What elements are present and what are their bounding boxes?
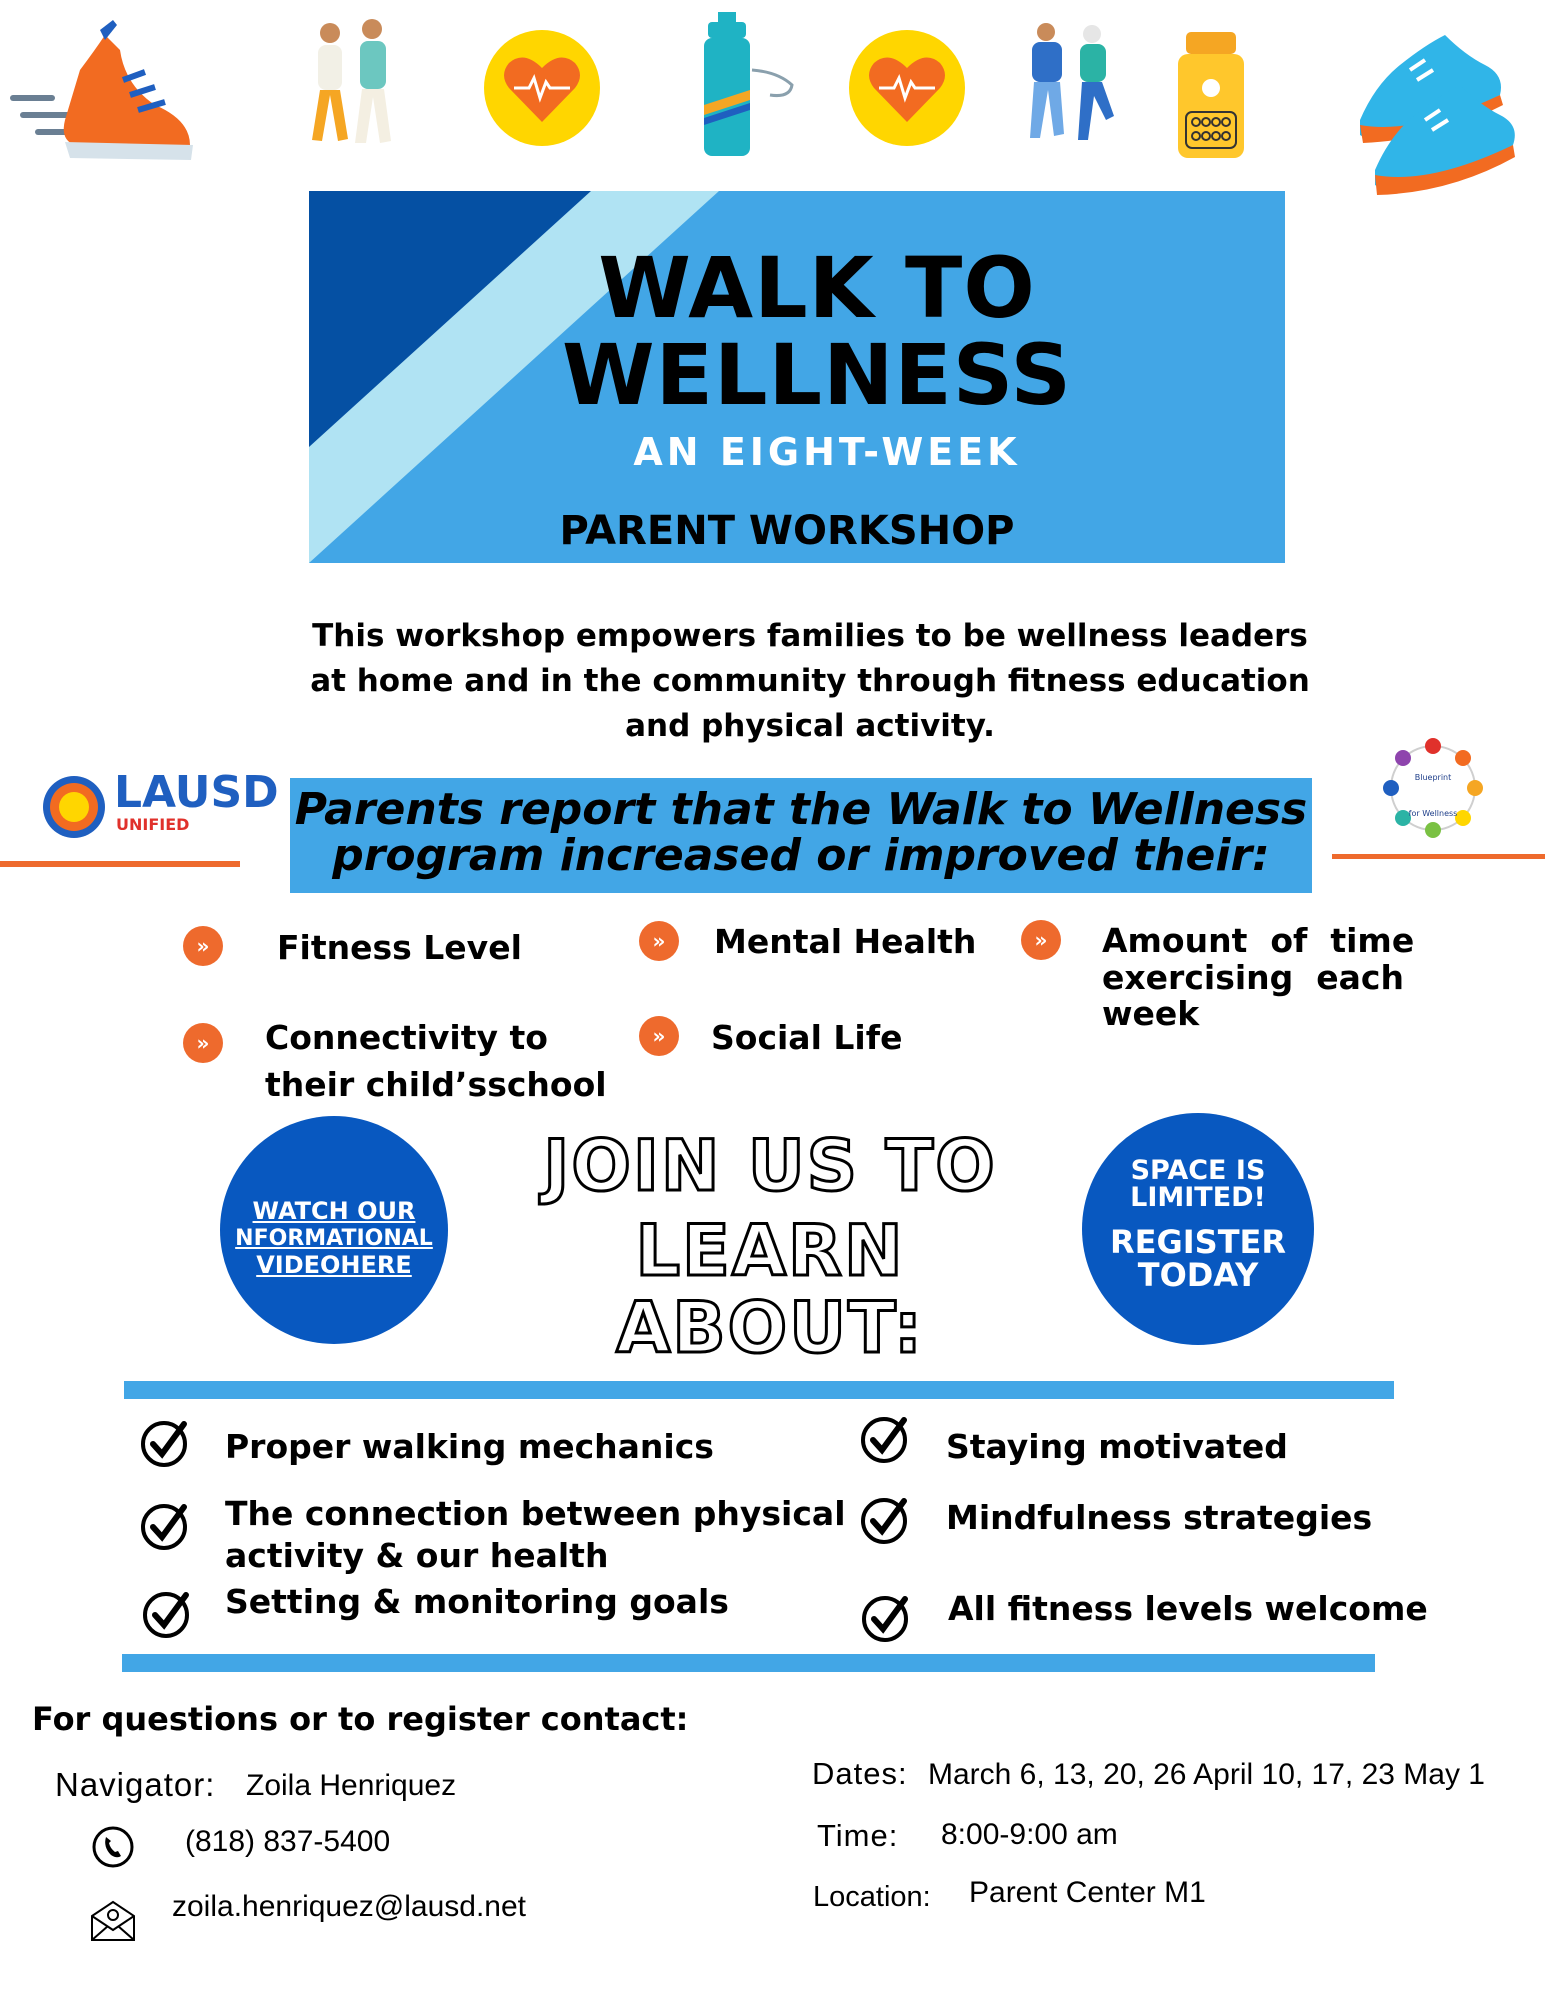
location-label: Location: [813, 1881, 931, 1913]
checkmark-circle-icon [860, 1414, 910, 1464]
running-shoe-icon [5, 10, 195, 160]
blueprint-line2: for Wellness [1408, 809, 1458, 818]
dates-value: March 6, 13, 20, 26 April 10, 17, 23 May 1 [928, 1758, 1485, 1791]
improvement-mental: Mental Health [714, 922, 977, 961]
topic-motivated: Staying motivated [946, 1427, 1288, 1466]
topic-connection-line1: The connection between physical [225, 1494, 846, 1533]
heart-pulse-icon [484, 30, 600, 146]
register-line3: REGISTER [1109, 1223, 1287, 1261]
report-banner [290, 778, 1312, 893]
water-bottle-icon [700, 10, 800, 160]
orange-rule-left [0, 861, 240, 867]
improvement-time-line2: exercising each [1102, 958, 1404, 997]
checkmark-circle-icon [142, 1589, 192, 1639]
watch-video-line1: WATCH OUR [252, 1197, 416, 1225]
watch-video-line2: NFORMATIONAL [235, 1226, 433, 1251]
title-line1: WALK TO [598, 239, 1036, 337]
join-line2: LEARN ABOUT: [616, 1210, 924, 1369]
sneakers-icon [1355, 25, 1515, 200]
improvement-connect-line1: Connectivity to [265, 1018, 548, 1057]
topic-connection-line2: activity & our health [225, 1536, 609, 1575]
register-line4: TODAY [1137, 1256, 1259, 1294]
improvement-fitness: Fitness Level [277, 928, 522, 967]
intro-text: This workshop empowers families to be wellness leaders at home and in the community through fitness education and physical activity. [310, 618, 1310, 744]
checkmark-circle-icon [861, 1593, 911, 1643]
navigator-name: Zoila Henriquez [246, 1769, 457, 1802]
chevron-bullet-icon: » [639, 921, 679, 961]
report-line1: Parents report that the Walk to Wellness [294, 784, 1308, 835]
heart-pulse-icon [849, 30, 965, 146]
checkmark-circle-icon [140, 1418, 190, 1468]
walking-couple-icon [300, 15, 410, 155]
improvement-time-line3: week [1102, 994, 1200, 1033]
blueprint-logo [1378, 733, 1488, 843]
dates-label: Dates: [812, 1756, 908, 1791]
title-line2: WELLNESS [562, 326, 1072, 424]
register-line1: SPACE IS [1130, 1155, 1266, 1186]
topic-mindfulness: Mindfulness strategies [946, 1498, 1373, 1537]
contact-heading: For questions or to register contact: [32, 1700, 689, 1738]
improvement-connect-line2: their child’sschool [265, 1065, 607, 1104]
subtitle2: PARENT WORKSHOP [559, 508, 1015, 554]
water-bottle-icon [1176, 30, 1246, 160]
improvement-social: Social Life [711, 1018, 903, 1057]
subtitle: AN EIGHT-WEEK [633, 430, 1021, 474]
phone-number[interactable]: (818) 837-5400 [185, 1825, 391, 1858]
time-value: 8:00-9:00 am [941, 1818, 1118, 1851]
watch-video-button[interactable] [220, 1116, 448, 1344]
chevron-bullet-icon: » [183, 926, 223, 966]
lausd-logo [42, 767, 279, 840]
blueprint-line1: Blueprint [1414, 773, 1452, 782]
navigator-label: Navigator: [55, 1766, 216, 1803]
improvement-time-line1: Amount of time [1102, 921, 1415, 960]
report-line2: program increased or improved their: [332, 830, 1270, 881]
topic-all-levels: All fitness levels welcome [948, 1589, 1428, 1628]
stretching-couple-icon [1020, 20, 1120, 145]
time-label: Time: [817, 1818, 899, 1853]
lausd-text: LAUSD [114, 767, 279, 818]
email-address[interactable]: zoila.henriquez@lausd.net [172, 1890, 527, 1923]
chevron-bullet-icon: » [1021, 920, 1061, 960]
location-value: Parent Center M1 [969, 1876, 1206, 1909]
register-button[interactable] [1082, 1113, 1314, 1345]
blueprint-ring-icon [1378, 733, 1488, 843]
chevron-bullet-icon: » [639, 1016, 679, 1056]
checkmark-circle-icon [140, 1501, 190, 1551]
title-banner [309, 191, 1285, 563]
join-line1: JOIN US TO [543, 1125, 997, 1207]
lausd-sub: UNIFIED [116, 815, 190, 834]
register-line2: LIMITED! [1130, 1182, 1266, 1213]
checkmark-circle-icon [860, 1495, 910, 1545]
topics-bottom-rule [122, 1654, 1375, 1672]
watch-video-line3: VIDEOHERE [256, 1251, 412, 1279]
topic-goals: Setting & monitoring goals [225, 1582, 729, 1621]
lausd-seal-icon [42, 775, 106, 839]
orange-rule-right [1332, 854, 1545, 859]
topics-top-rule [124, 1381, 1394, 1399]
chevron-bullet-icon: » [183, 1023, 223, 1063]
topic-walking: Proper walking mechanics [225, 1427, 714, 1466]
email-icon [90, 1898, 136, 1942]
phone-icon [91, 1825, 135, 1869]
